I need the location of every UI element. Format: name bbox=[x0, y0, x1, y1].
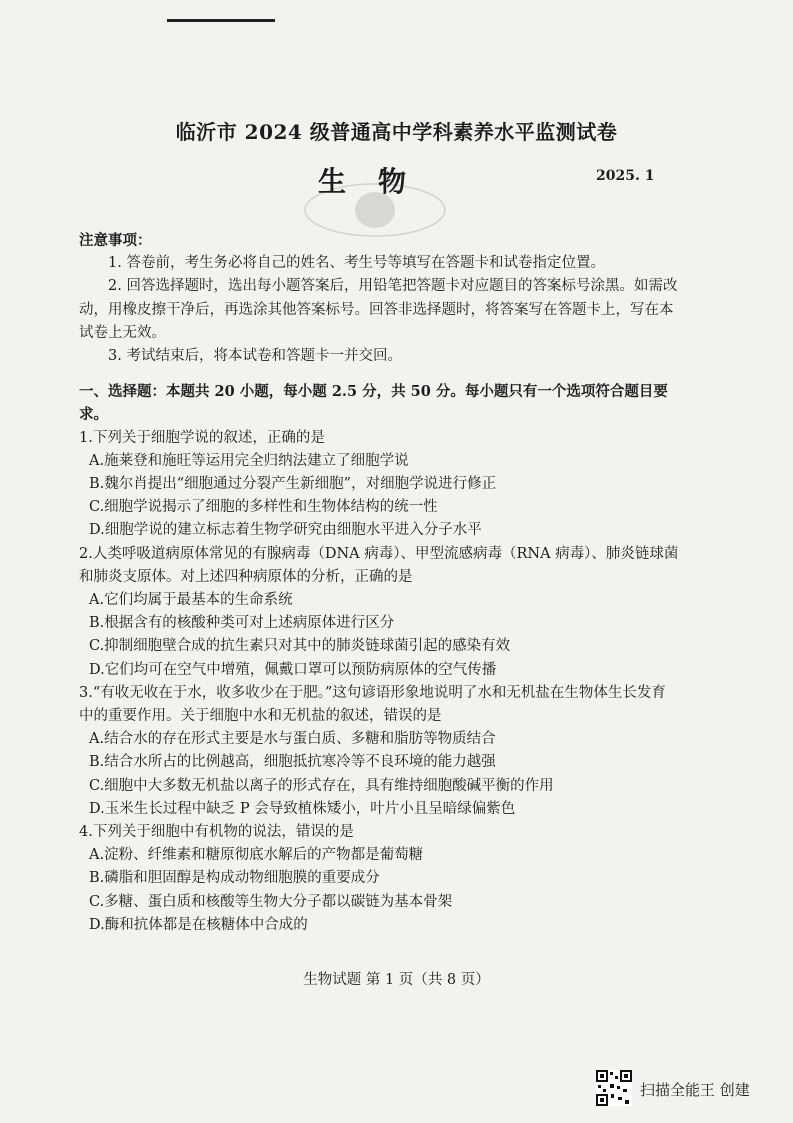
option-b: B.结合水所占的比例越高，细胞抵抗寒冷等不良环境的能力越强 bbox=[89, 754, 496, 771]
option-c: C.细胞中大多数无机盐以离子的形式存在，具有维持细胞酸碱平衡的作用 bbox=[89, 777, 554, 794]
top-rule bbox=[167, 19, 275, 22]
exam-title: 临沂市 2024 级普通高中学科素养水平监测试卷 bbox=[175, 120, 618, 144]
question-stem: 2.人类呼吸道病原体常见的有腺病毒（DNA 病毒）、甲型流感病毒（RNA 病毒）、肺炎链球菌和肺炎支原体。对上述四种病原体的分析，正确的是 bbox=[79, 545, 679, 585]
question-2 bbox=[79, 543, 679, 682]
option-a: A.它们均属于最基本的生命系统 bbox=[89, 592, 293, 609]
option-c: C.抑制细胞壁合成的抗生素只对其中的肺炎链球菌引起的感染有效 bbox=[89, 638, 511, 655]
option-b: B.根据含有的核酸种类可对上述病原体进行区分 bbox=[89, 615, 395, 632]
question-4 bbox=[79, 821, 679, 937]
question-1 bbox=[79, 427, 679, 543]
note-item: 2. 回答选择题时，选出每小题答案后，用铅笔把答题卡对应题目的答案标号涂黑。如需改动，用橡皮擦干净后，再选涂其他答案标号。回答非选择题时，将答案写在答题卡上，写在本试卷上无效。 bbox=[79, 278, 678, 341]
exam-content bbox=[79, 229, 679, 937]
qr-code-icon bbox=[596, 1070, 632, 1106]
note-item: 1. 答卷前，考生务必将自己的姓名、考生号等填写在答题卡和试卷指定位置。 bbox=[108, 255, 605, 272]
option-a: A.淀粉、纤维素和糖原彻底水解后的产物都是葡萄糖 bbox=[89, 847, 424, 864]
exam-date: 2025. 1 bbox=[596, 168, 655, 184]
question-stem: 3.“有收无收在于水，收多收少在于肥。”这句谚语形象地说明了水和无机盐在生物体生长发育中的重要作用。关于细胞中水和无机盐的叙述，错误的是 bbox=[79, 684, 666, 725]
subject-title: 生物 bbox=[318, 165, 439, 198]
note-item: 3. 考试结束后，将本试卷和答题卡一并交回。 bbox=[108, 348, 402, 365]
option-d: D.玉米生长过程中缺乏 P 会导致植株矮小，叶片小且呈暗绿偏紫色 bbox=[89, 800, 516, 817]
option-c: C.细胞学说揭示了细胞的多样性和生物体结构的统一性 bbox=[89, 499, 438, 516]
option-c: C.多糖、蛋白质和核酸等生物大分子都以碳链为基本骨架 bbox=[89, 893, 453, 910]
page-footer: 生物试题 第 1 页（共 8 页） bbox=[303, 972, 490, 988]
option-b: B.磷脂和胆固醇是构成动物细胞膜的重要成分 bbox=[89, 870, 380, 887]
option-a: A.结合水的存在形式主要是水与蛋白质、多糖和脂肪等物质结合 bbox=[89, 731, 496, 748]
option-d: D.细胞学说的建立标志着生物学研究由细胞水平进入分子水平 bbox=[89, 522, 482, 539]
question-3 bbox=[79, 682, 679, 821]
option-d: D.它们均可在空气中增殖，佩戴口罩可以预防病原体的空气传播 bbox=[89, 661, 497, 678]
option-d: D.酶和抗体都是在核糖体中合成的 bbox=[89, 916, 308, 933]
option-b: B.魏尔肖提出“细胞通过分裂产生新细胞”，对细胞学说进行修正 bbox=[89, 476, 497, 493]
question-stem: 4.下列关于细胞中有机物的说法，错误的是 bbox=[79, 824, 354, 841]
option-a: A.施莱登和施旺等运用完全归纳法建立了细胞学说 bbox=[89, 452, 409, 469]
notes-heading: 注意事项： bbox=[79, 232, 152, 249]
question-stem: 1.下列关于细胞学说的叙述，正确的是 bbox=[79, 429, 325, 446]
scanner-watermark-label: 扫描全能王 创建 bbox=[640, 1081, 750, 1099]
section-heading: 一、选择题：本题共 20 小题，每小题 2.5 分，共 50 分。每小题只有一个选项符合题目要求。 bbox=[79, 383, 668, 424]
